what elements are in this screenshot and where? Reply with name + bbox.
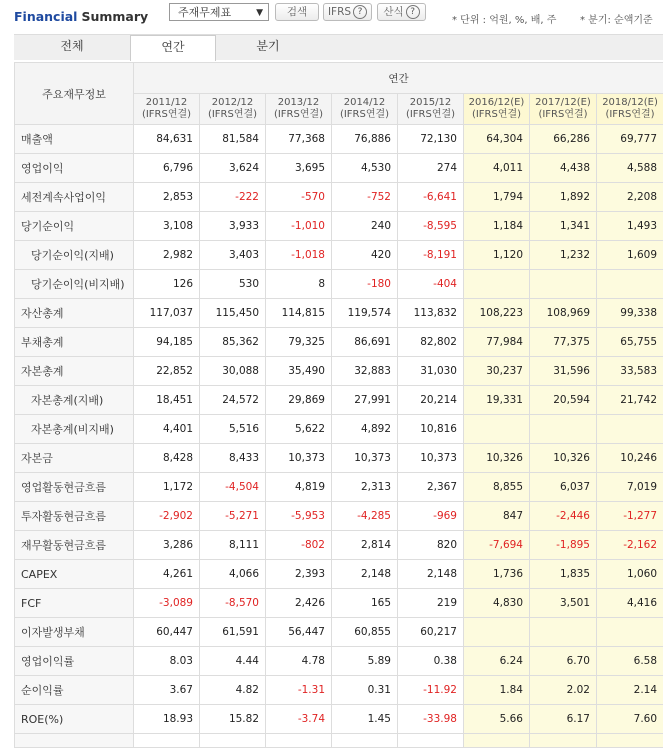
table-cell: 126 bbox=[134, 270, 200, 299]
table-cell: 27,991 bbox=[332, 386, 398, 415]
row-label: 당기순이익(지배) bbox=[15, 241, 134, 270]
statement-type-dropdown[interactable] bbox=[169, 3, 269, 21]
table-cell: 4,401 bbox=[134, 415, 200, 444]
table-cell: 60,217 bbox=[398, 618, 464, 647]
table-cell: -3,089 bbox=[134, 589, 200, 618]
column-header bbox=[597, 94, 663, 125]
table-cell: -8,570 bbox=[200, 589, 266, 618]
table-cell: -2,902 bbox=[134, 502, 200, 531]
tab-quarterly[interactable]: 분기 bbox=[216, 35, 320, 60]
table-cell bbox=[464, 415, 530, 444]
table-cell: 3,108 bbox=[134, 212, 200, 241]
table-cell: 6,796 bbox=[134, 154, 200, 183]
table-cell: 108,223 bbox=[464, 299, 530, 328]
table-cell: 4,830 bbox=[464, 589, 530, 618]
table-cell: 21,742 bbox=[597, 386, 663, 415]
column-header bbox=[266, 94, 332, 125]
row-label: 당기순이익 bbox=[15, 212, 134, 241]
table-cell: -969 bbox=[398, 502, 464, 531]
column-period: 2018/12(E) bbox=[597, 97, 663, 109]
table-cell: 76,886 bbox=[332, 125, 398, 154]
table-cell: -6,641 bbox=[398, 183, 464, 212]
table-cell: 114,815 bbox=[266, 299, 332, 328]
unit-note: * 단위 : 억원, %, 배, 주 bbox=[452, 11, 556, 26]
table-cell: 30,088 bbox=[200, 357, 266, 386]
table-row bbox=[15, 589, 663, 618]
help-icon: ? bbox=[353, 5, 367, 19]
table-cell: 3.67 bbox=[134, 676, 200, 705]
table-cell: 5.89 bbox=[332, 647, 398, 676]
row-label: 자본총계 bbox=[15, 357, 134, 386]
table-cell: 19,331 bbox=[464, 386, 530, 415]
table-cell: 274 bbox=[398, 154, 464, 183]
table-cell: 4,438 bbox=[530, 154, 597, 183]
table-cell: 85,362 bbox=[200, 328, 266, 357]
column-period: 2012/12 bbox=[200, 97, 265, 109]
table-row bbox=[15, 444, 663, 473]
table-row bbox=[15, 676, 663, 705]
table-cell: 8,428 bbox=[134, 444, 200, 473]
table-cell: 15.82 bbox=[200, 705, 266, 734]
table-cell: 10,246 bbox=[597, 444, 663, 473]
quarter-note: * 분기: 순액기준 bbox=[580, 11, 653, 26]
table-cell: -404 bbox=[398, 270, 464, 299]
table-row bbox=[15, 618, 663, 647]
table-cell bbox=[530, 618, 597, 647]
table-cell: 117,037 bbox=[134, 299, 200, 328]
table-row bbox=[15, 531, 663, 560]
table-cell: 6,037 bbox=[530, 473, 597, 502]
table-cell: 8 bbox=[266, 270, 332, 299]
row-label: 영업활동현금흐름 bbox=[15, 473, 134, 502]
table-cell: 61,591 bbox=[200, 618, 266, 647]
tab-annual[interactable]: 연간 bbox=[130, 35, 216, 61]
dropdown-value: 주재무제표 bbox=[178, 6, 231, 19]
row-label: 자본총계(지배) bbox=[15, 386, 134, 415]
column-header bbox=[398, 94, 464, 125]
table-cell bbox=[464, 270, 530, 299]
table-cell: -8,595 bbox=[398, 212, 464, 241]
table-cell: 10,373 bbox=[332, 444, 398, 473]
table-cell: 3,933 bbox=[200, 212, 266, 241]
table-cell: 22,852 bbox=[134, 357, 200, 386]
table-cell: 5,622 bbox=[266, 415, 332, 444]
table-cell: -1,010 bbox=[266, 212, 332, 241]
table-cell: 56,447 bbox=[266, 618, 332, 647]
table-cell: 2,814 bbox=[332, 531, 398, 560]
table-cell bbox=[597, 734, 663, 748]
table-row bbox=[15, 241, 663, 270]
table-cell: -2,446 bbox=[530, 502, 597, 531]
table-cell: 1,341 bbox=[530, 212, 597, 241]
formula-label: 산식 bbox=[383, 6, 403, 18]
table-cell: 77,984 bbox=[464, 328, 530, 357]
column-header bbox=[332, 94, 398, 125]
table-cell: -5,271 bbox=[200, 502, 266, 531]
section-title bbox=[14, 9, 148, 24]
column-basis: (IFRS연결) bbox=[597, 109, 663, 121]
table-cell: 2,982 bbox=[134, 241, 200, 270]
table-cell: 2,853 bbox=[134, 183, 200, 212]
table-cell: -1,018 bbox=[266, 241, 332, 270]
table-cell: 3,501 bbox=[530, 589, 597, 618]
table-cell: 119,574 bbox=[332, 299, 398, 328]
table-cell: 35,490 bbox=[266, 357, 332, 386]
table-row bbox=[15, 386, 663, 415]
table-cell: 82,802 bbox=[398, 328, 464, 357]
table-cell: 113,832 bbox=[398, 299, 464, 328]
table-cell: 219 bbox=[398, 589, 464, 618]
table-cell: 2,426 bbox=[266, 589, 332, 618]
table-row bbox=[15, 154, 663, 183]
table-cell: 6.17 bbox=[530, 705, 597, 734]
column-basis: (IFRS연결) bbox=[134, 109, 199, 121]
table-row-partial bbox=[15, 734, 663, 748]
table-cell: 18.93 bbox=[134, 705, 200, 734]
table-cell: 66,286 bbox=[530, 125, 597, 154]
title-financial: Financial bbox=[14, 9, 77, 24]
row-label: 영업이익 bbox=[15, 154, 134, 183]
table-cell: 20,214 bbox=[398, 386, 464, 415]
row-label: 세전계속사업이익 bbox=[15, 183, 134, 212]
table-cell: 8,433 bbox=[200, 444, 266, 473]
row-label: 투자활동현금흐름 bbox=[15, 502, 134, 531]
table-cell: 60,447 bbox=[134, 618, 200, 647]
table-cell: 3,286 bbox=[134, 531, 200, 560]
table-cell: 115,450 bbox=[200, 299, 266, 328]
table-row bbox=[15, 705, 663, 734]
table-row bbox=[15, 473, 663, 502]
table-cell: 84,631 bbox=[134, 125, 200, 154]
table-cell: 8,111 bbox=[200, 531, 266, 560]
row-label: 부채총계 bbox=[15, 328, 134, 357]
table-cell: 24,572 bbox=[200, 386, 266, 415]
table-cell: -1.31 bbox=[266, 676, 332, 705]
financial-summary-table bbox=[14, 62, 663, 748]
row-label: 이자발생부채 bbox=[15, 618, 134, 647]
table-cell: 60,855 bbox=[332, 618, 398, 647]
table-row bbox=[15, 299, 663, 328]
table-cell: 69,777 bbox=[597, 125, 663, 154]
tab-all[interactable]: 전체 bbox=[14, 35, 130, 60]
table-cell bbox=[464, 618, 530, 647]
table-cell: 0.38 bbox=[398, 647, 464, 676]
table-cell: 4,011 bbox=[464, 154, 530, 183]
table-cell bbox=[530, 734, 597, 748]
table-cell: -7,694 bbox=[464, 531, 530, 560]
table-cell: -180 bbox=[332, 270, 398, 299]
table-cell: 4.44 bbox=[200, 647, 266, 676]
table-cell: 10,326 bbox=[530, 444, 597, 473]
row-label: FCF bbox=[15, 589, 134, 618]
table-row bbox=[15, 183, 663, 212]
ifrs-button[interactable] bbox=[323, 3, 372, 21]
column-period: 2013/12 bbox=[266, 97, 331, 109]
table-cell: 2,148 bbox=[332, 560, 398, 589]
table-cell bbox=[464, 734, 530, 748]
table-cell: 1,184 bbox=[464, 212, 530, 241]
table-cell: 4,530 bbox=[332, 154, 398, 183]
table-cell: 10,373 bbox=[398, 444, 464, 473]
table-cell: 420 bbox=[332, 241, 398, 270]
table-cell: 31,030 bbox=[398, 357, 464, 386]
column-period: 2015/12 bbox=[398, 97, 463, 109]
table-cell: 10,373 bbox=[266, 444, 332, 473]
table-cell: 1,232 bbox=[530, 241, 597, 270]
table-row bbox=[15, 270, 663, 299]
table-cell: 1,609 bbox=[597, 241, 663, 270]
table-cell: -5,953 bbox=[266, 502, 332, 531]
table-cell: 2,367 bbox=[398, 473, 464, 502]
table-cell: -4,504 bbox=[200, 473, 266, 502]
period-tabs bbox=[14, 34, 663, 60]
table-cell bbox=[134, 734, 200, 748]
table-cell bbox=[597, 270, 663, 299]
table-cell: 94,185 bbox=[134, 328, 200, 357]
table-row bbox=[15, 357, 663, 386]
table-cell: 5,516 bbox=[200, 415, 266, 444]
table-cell: 4,588 bbox=[597, 154, 663, 183]
table-cell: 4,892 bbox=[332, 415, 398, 444]
table-cell: 6.70 bbox=[530, 647, 597, 676]
table-row bbox=[15, 502, 663, 531]
table-cell: 77,368 bbox=[266, 125, 332, 154]
table-cell: -802 bbox=[266, 531, 332, 560]
table-cell: 79,325 bbox=[266, 328, 332, 357]
table-cell: -4,285 bbox=[332, 502, 398, 531]
table-row bbox=[15, 560, 663, 589]
table-cell: 3,624 bbox=[200, 154, 266, 183]
dropdown-arrow-icon: ▼ bbox=[256, 4, 263, 22]
toolbar bbox=[0, 0, 663, 32]
table-cell: 1,172 bbox=[134, 473, 200, 502]
column-period: 2016/12(E) bbox=[464, 97, 529, 109]
row-label: 재무활동현금흐름 bbox=[15, 531, 134, 560]
column-header bbox=[530, 94, 597, 125]
table-cell: 86,691 bbox=[332, 328, 398, 357]
table-cell: 10,816 bbox=[398, 415, 464, 444]
table-row bbox=[15, 647, 663, 676]
table-row bbox=[15, 125, 663, 154]
table-cell: 65,755 bbox=[597, 328, 663, 357]
table-cell: 4,819 bbox=[266, 473, 332, 502]
table-row bbox=[15, 212, 663, 241]
row-label: 순이익률 bbox=[15, 676, 134, 705]
table-cell: 64,304 bbox=[464, 125, 530, 154]
search-button[interactable]: 검색 bbox=[275, 3, 319, 21]
column-basis: (IFRS연결) bbox=[266, 109, 331, 121]
table-cell: 2,208 bbox=[597, 183, 663, 212]
row-label: 매출액 bbox=[15, 125, 134, 154]
table-cell bbox=[530, 415, 597, 444]
column-header bbox=[200, 94, 266, 125]
table-cell: 81,584 bbox=[200, 125, 266, 154]
table-cell: -3.74 bbox=[266, 705, 332, 734]
table-cell bbox=[15, 734, 134, 748]
table-cell: 1,794 bbox=[464, 183, 530, 212]
table-cell: 0.31 bbox=[332, 676, 398, 705]
table-cell: 1,835 bbox=[530, 560, 597, 589]
table-cell: 10,326 bbox=[464, 444, 530, 473]
table-cell: -8,191 bbox=[398, 241, 464, 270]
column-period: 2017/12(E) bbox=[530, 97, 596, 109]
table-cell: 1.45 bbox=[332, 705, 398, 734]
table-cell: -1,277 bbox=[597, 502, 663, 531]
table-cell: 8,855 bbox=[464, 473, 530, 502]
column-basis: (IFRS연결) bbox=[200, 109, 265, 121]
annual-group-header: 연간 bbox=[134, 63, 663, 94]
column-basis: (IFRS연결) bbox=[398, 109, 463, 121]
table-cell: 2.02 bbox=[530, 676, 597, 705]
table-cell bbox=[200, 734, 266, 748]
column-basis: (IFRS연결) bbox=[332, 109, 397, 121]
table-cell: -570 bbox=[266, 183, 332, 212]
row-label: CAPEX bbox=[15, 560, 134, 589]
row-label: 영업이익률 bbox=[15, 647, 134, 676]
table-cell: 5.66 bbox=[464, 705, 530, 734]
table-cell: 4,066 bbox=[200, 560, 266, 589]
table-cell: -1,895 bbox=[530, 531, 597, 560]
table-cell: 6.58 bbox=[597, 647, 663, 676]
table-cell: 108,969 bbox=[530, 299, 597, 328]
table-cell: -752 bbox=[332, 183, 398, 212]
table-cell: 33,583 bbox=[597, 357, 663, 386]
table-cell: 1.84 bbox=[464, 676, 530, 705]
table-cell: 1,120 bbox=[464, 241, 530, 270]
table-cell: 6.24 bbox=[464, 647, 530, 676]
formula-button[interactable] bbox=[377, 3, 426, 21]
table-cell: 18,451 bbox=[134, 386, 200, 415]
table-cell: 165 bbox=[332, 589, 398, 618]
column-basis: (IFRS연결) bbox=[464, 109, 529, 121]
table-cell: 32,883 bbox=[332, 357, 398, 386]
column-header bbox=[464, 94, 530, 125]
table-cell: -33.98 bbox=[398, 705, 464, 734]
table-cell: 99,338 bbox=[597, 299, 663, 328]
title-summary: Summary bbox=[81, 9, 148, 24]
help-icon: ? bbox=[406, 5, 420, 19]
table-cell: 29,869 bbox=[266, 386, 332, 415]
table-cell: 240 bbox=[332, 212, 398, 241]
row-label: 자본총계(비지배) bbox=[15, 415, 134, 444]
column-period: 2011/12 bbox=[134, 97, 199, 109]
table-cell bbox=[398, 734, 464, 748]
row-label: 자본금 bbox=[15, 444, 134, 473]
table-cell: 530 bbox=[200, 270, 266, 299]
table-cell: -2,162 bbox=[597, 531, 663, 560]
row-label: ROE(%) bbox=[15, 705, 134, 734]
table-cell: 3,403 bbox=[200, 241, 266, 270]
table-cell: 847 bbox=[464, 502, 530, 531]
table-cell: 1,060 bbox=[597, 560, 663, 589]
table-cell: 2,393 bbox=[266, 560, 332, 589]
table-cell bbox=[597, 618, 663, 647]
table-cell: 3,695 bbox=[266, 154, 332, 183]
table-row bbox=[15, 328, 663, 357]
table-cell: 1,892 bbox=[530, 183, 597, 212]
table-cell: -11.92 bbox=[398, 676, 464, 705]
table-cell: 20,594 bbox=[530, 386, 597, 415]
table-cell: 1,736 bbox=[464, 560, 530, 589]
row-label: 당기순이익(비지배) bbox=[15, 270, 134, 299]
table-cell bbox=[266, 734, 332, 748]
table-cell: 72,130 bbox=[398, 125, 464, 154]
ifrs-label: IFRS bbox=[328, 6, 351, 18]
table-cell: 77,375 bbox=[530, 328, 597, 357]
table-cell: 8.03 bbox=[134, 647, 200, 676]
table-cell: 820 bbox=[398, 531, 464, 560]
table-cell: 4.78 bbox=[266, 647, 332, 676]
table-cell: 7.60 bbox=[597, 705, 663, 734]
table-cell: 30,237 bbox=[464, 357, 530, 386]
corner-header: 주요재무정보 bbox=[15, 63, 134, 125]
table-cell bbox=[530, 270, 597, 299]
table-row bbox=[15, 415, 663, 444]
table-cell bbox=[332, 734, 398, 748]
table-cell: -222 bbox=[200, 183, 266, 212]
table-cell bbox=[597, 415, 663, 444]
table-cell: 31,596 bbox=[530, 357, 597, 386]
row-label: 자산총계 bbox=[15, 299, 134, 328]
column-period: 2014/12 bbox=[332, 97, 397, 109]
table-cell: 4,416 bbox=[597, 589, 663, 618]
table-cell: 4.82 bbox=[200, 676, 266, 705]
table-cell: 7,019 bbox=[597, 473, 663, 502]
table-cell: 2,313 bbox=[332, 473, 398, 502]
column-header bbox=[134, 94, 200, 125]
table-cell: 1,493 bbox=[597, 212, 663, 241]
table-cell: 2,148 bbox=[398, 560, 464, 589]
table-cell: 2.14 bbox=[597, 676, 663, 705]
table-cell: 4,261 bbox=[134, 560, 200, 589]
column-basis: (IFRS연결) bbox=[530, 109, 596, 121]
